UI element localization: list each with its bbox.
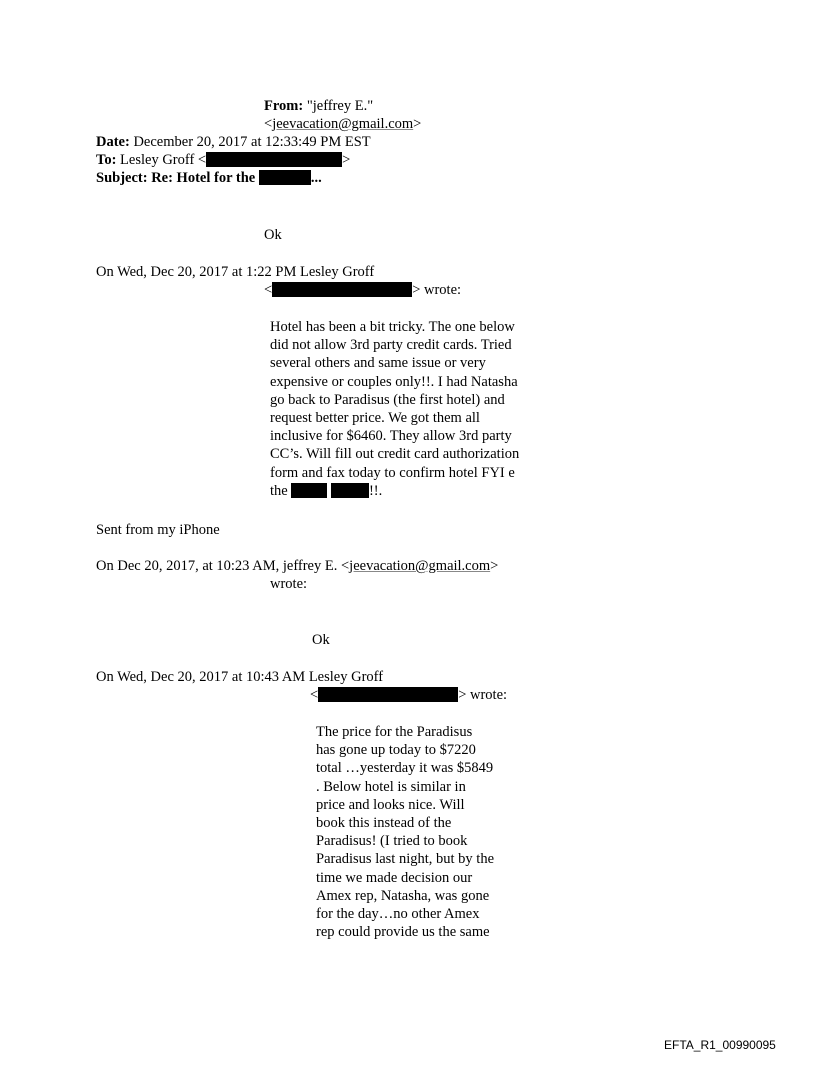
subject-line [96,169,322,187]
quote-attribution-email-line: < > wrote: [310,687,508,703]
body-line: go back to Paradisus (the first hotel) and [270,391,505,408]
redaction-box [291,483,327,498]
from-name: "jeffrey E." [306,98,374,114]
body-line: form and fax today to confirm hotel FYI e [270,464,515,481]
from-email-link[interactable]: jeevacation@gmail.com [272,116,414,132]
body-line: Paradisus! (I tried to book [316,833,468,850]
body-line: price and looks nice. Will [316,796,465,813]
reply-text: Ok [264,227,282,243]
body-line: book this instead of the [316,815,452,832]
body-line: request better price. We got them all [270,410,480,427]
attribution-prefix: On Dec 20, 2017, at 10:23 AM, jeffrey E. [96,558,338,574]
quote-attribution: On Wed, Dec 20, 2017 at 1:22 PM Lesley Groff [96,264,375,280]
body-line: The price for the Paradisus [316,724,473,740]
quote-body [270,318,519,500]
body-line: total …yesterday it was $5849 [316,760,494,777]
from-email-line: <jeevacation@gmail.com> [264,116,422,132]
signature: Sent from my iPhone [96,522,220,538]
body-line: expensive or couples only!!. I had Natasha [270,373,518,390]
body-line-prefix: the [270,482,288,499]
quote-attribution-email-line: < > wrote: [264,282,462,298]
from-line [264,97,373,115]
body-line-suffix: !!. [368,482,383,499]
reply-text: Ok [312,632,330,648]
body-line: did not allow 3rd party credit cards. Tried [270,337,512,354]
body-line: Hotel has been a bit tricky. The one below [270,319,515,335]
body-line: CC’s. Will fill out credit card authorization [270,446,520,463]
quote-attribution: On Dec 20, 2017, at 10:23 AM, jeffrey E. <jeevacation@gmail.com> [96,558,499,574]
wrote-label: wrote: [270,576,308,592]
wrote-label: wrote: [470,687,508,703]
to-name: Lesley Groff [120,152,195,168]
date-value: December 20, 2017 at 12:33:49 PM EST [133,134,371,150]
date-label: Date: [96,134,130,150]
body-line: inclusive for $6460. They allow 3rd party [270,428,512,445]
document-id: EFTA_R1_00990095 [664,1038,776,1052]
body-line: time we made decision our [316,869,473,886]
sender-email-link[interactable]: jeevacation@gmail.com [349,558,491,574]
redaction-box [331,483,369,498]
body-line-last [270,482,519,500]
date-line [96,133,371,151]
quote-attribution: On Wed, Dec 20, 2017 at 10:43 AM Lesley Groff [96,669,384,685]
redaction-box [206,152,342,167]
redaction-box [259,170,311,185]
body-line: Paradisus last night, but by the [316,851,495,868]
subject-suffix: ... [310,170,322,186]
subject-value: Re: Hotel for the [151,170,256,186]
subject-label: Subject: [96,170,148,186]
to-line: To: Lesley Groff < > [96,152,351,168]
body-line: rep could provide us the same [316,924,490,941]
redaction-box [272,282,412,297]
body-line: . Below hotel is similar in [316,778,466,795]
wrote-label: wrote: [424,282,462,298]
redaction-box [318,687,458,702]
body-line: several others and same issue or very [270,355,486,372]
quote-body [316,723,494,941]
from-label: From: [264,98,304,114]
to-label: To: [96,152,117,168]
body-line: Amex rep, Natasha, was gone [316,887,490,904]
body-line: has gone up today to $7220 [316,742,476,759]
body-line: for the day…no other Amex [316,906,480,923]
